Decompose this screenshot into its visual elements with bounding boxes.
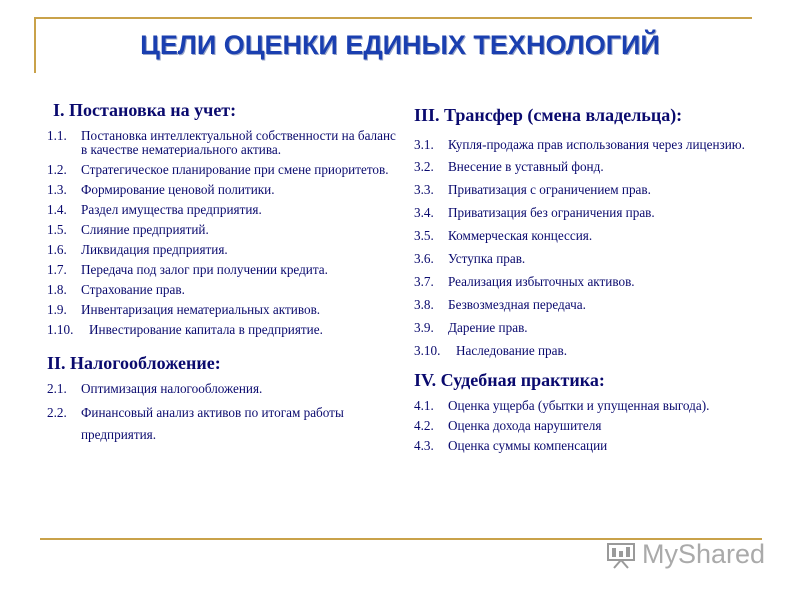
item-text: Приватизация без ограничения прав. xyxy=(448,205,655,220)
list-item xyxy=(47,402,397,446)
item-text: Слияние предприятий. xyxy=(81,222,209,237)
presentation-board-icon xyxy=(606,539,636,569)
item-text: Оптимизация налогообложения. xyxy=(81,381,263,396)
list-item xyxy=(414,419,784,433)
item-number: 2.2. xyxy=(47,405,67,420)
item-text: Уступка прав. xyxy=(448,251,526,266)
item-text: Наследование прав. xyxy=(456,343,567,358)
myshared-logo xyxy=(606,536,765,572)
item-text: Стратегическое планирование при смене приоритетов. xyxy=(81,162,389,177)
item-number: 3.10. xyxy=(414,343,441,358)
item-text: Реализация избыточных активов. xyxy=(448,274,635,289)
list-item xyxy=(414,399,784,413)
top-rule xyxy=(34,17,752,19)
list-item xyxy=(47,223,397,237)
section-heading-litigation: IV. Судебная практика: xyxy=(414,370,605,390)
list-item xyxy=(47,303,397,317)
item-text: Инвентаризация нематериальных активов. xyxy=(81,302,321,317)
list-item xyxy=(414,298,784,312)
item-text: Безвозмездная передача. xyxy=(448,297,586,312)
item-text: Инвестирование капитала в предприятие. xyxy=(89,322,323,337)
list-item xyxy=(47,203,397,217)
list-item xyxy=(47,163,397,177)
list-item xyxy=(47,183,397,197)
item-text: Внесение в уставный фонд. xyxy=(448,159,604,174)
list-item xyxy=(414,138,784,152)
item-text: Раздел имущества предприятия. xyxy=(81,202,262,217)
item-text: Ликвидация предприятия. xyxy=(81,242,228,257)
item-text: Дарение прав. xyxy=(448,320,528,335)
list-item xyxy=(47,382,397,396)
item-number: 3.4. xyxy=(414,205,434,220)
page-title: ЦЕЛИ ОЦЕНКИ ЕДИНЫХ ТЕХНОЛОГИЙ xyxy=(140,30,660,60)
item-number: 1.5. xyxy=(47,222,67,237)
left-column xyxy=(47,100,397,452)
list-item xyxy=(414,321,784,335)
item-number: 3.8. xyxy=(414,297,434,312)
item-number: 4.2. xyxy=(414,418,434,433)
item-number: 4.3. xyxy=(414,438,434,453)
item-text: Оценка ущерба (убытки и упущенная выгода). xyxy=(448,398,710,413)
list-item xyxy=(414,206,784,220)
item-number: 4.1. xyxy=(414,398,434,413)
section-heading-taxation: II. Налогообложение: xyxy=(47,353,221,373)
item-number: 1.3. xyxy=(47,182,67,197)
list-item xyxy=(47,129,397,157)
item-number: 1.1. xyxy=(47,128,67,143)
item-number: 1.9. xyxy=(47,302,67,317)
list-item xyxy=(414,229,784,243)
section-heading-registration: I. Постановка на учет: xyxy=(53,100,237,120)
item-number: 1.4. xyxy=(47,202,67,217)
item-number: 1.2. xyxy=(47,162,67,177)
item-number: 3.9. xyxy=(414,320,434,335)
item-text: Формирование ценовой политики. xyxy=(81,182,275,197)
item-text: Купля-продажа прав использования через лицензию. xyxy=(448,137,745,152)
list-item xyxy=(47,283,397,297)
item-number: 1.6. xyxy=(47,242,67,257)
item-number: 3.2. xyxy=(414,159,434,174)
list-item xyxy=(47,243,397,257)
item-text: Оценка суммы компенсации xyxy=(448,438,608,453)
list-item xyxy=(414,160,784,174)
item-number: 3.1. xyxy=(414,137,434,152)
item-text: Постановка интеллектуальной собственности на баланс в качестве нематериального актива. xyxy=(81,128,396,157)
item-text: Оценка дохода нарушителя xyxy=(448,418,602,433)
item-text: Страхование прав. xyxy=(81,282,185,297)
list-item xyxy=(414,344,784,358)
item-number: 3.5. xyxy=(414,228,434,243)
item-text: Финансовый анализ активов по итогам работы предприятия. xyxy=(81,405,344,442)
item-text: Приватизация с ограничением прав. xyxy=(448,182,651,197)
item-text: Коммерческая концессия. xyxy=(448,228,593,243)
item-number: 1.10. xyxy=(47,322,74,337)
list-item xyxy=(47,323,397,337)
item-number: 3.6. xyxy=(414,251,434,266)
list-item xyxy=(414,252,784,266)
right-column xyxy=(414,100,784,459)
section-heading-transfer: III. Трансфер (смена владельца): xyxy=(414,105,683,125)
item-number: 3.3. xyxy=(414,182,434,197)
list-item xyxy=(414,183,784,197)
item-number: 1.8. xyxy=(47,282,67,297)
logo-text: MyShared xyxy=(642,538,766,569)
item-text: Передача под залог при получении кредита. xyxy=(81,262,328,277)
list-item xyxy=(414,439,784,453)
list-item xyxy=(414,275,784,289)
item-number: 3.7. xyxy=(414,274,434,289)
item-number: 2.1. xyxy=(47,381,67,396)
item-number: 1.7. xyxy=(47,262,67,277)
list-item xyxy=(47,263,397,277)
